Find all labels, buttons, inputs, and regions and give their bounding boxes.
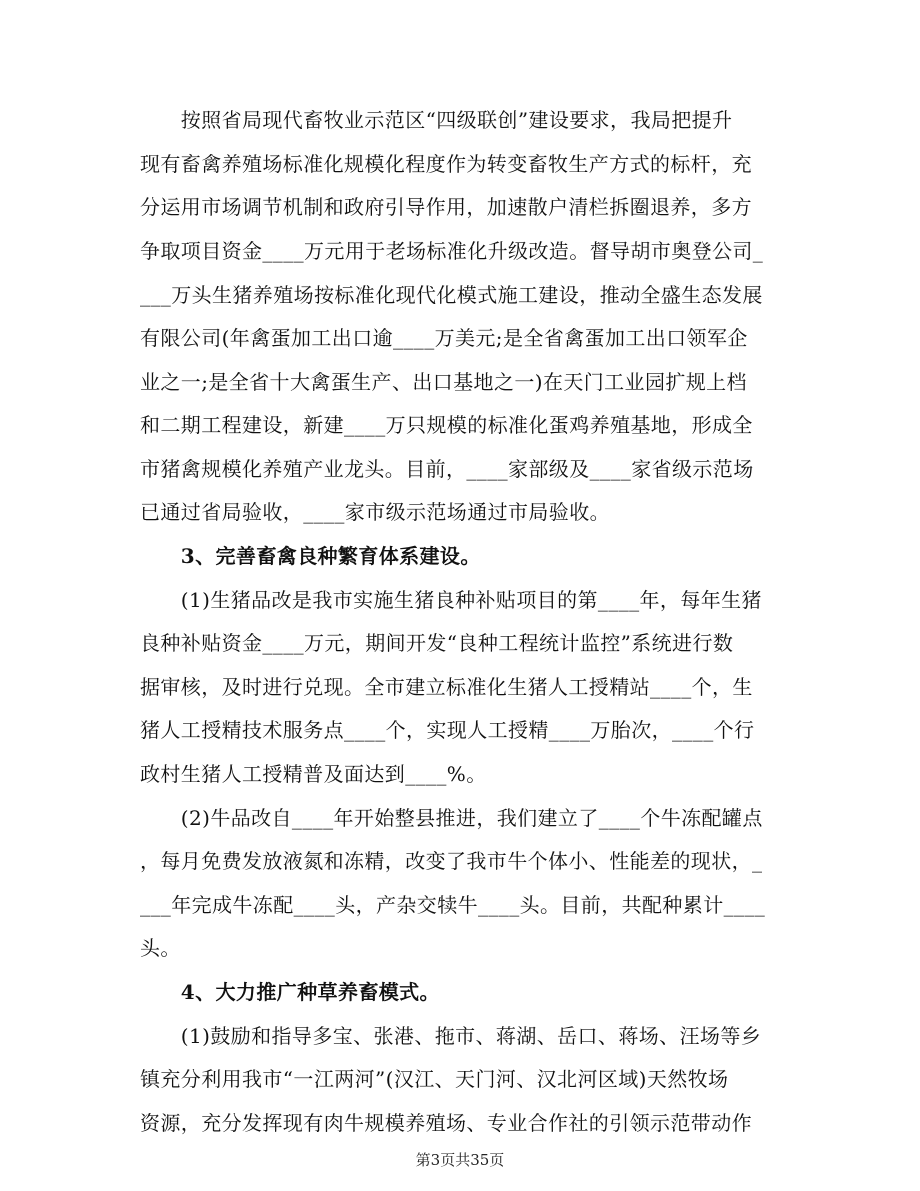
text-line: 资源，充分发挥现有肉牛规模养殖场、专业合作社的引领示范带动作 xyxy=(140,1111,752,1135)
text-line: 业之一;是全省十大禽蛋生产、出口基地之一)在天门工业园扩规上档 xyxy=(140,370,747,394)
text-line: ___年完成牛冻配____头，产杂交犊牛____头。目前，共配种累计____ xyxy=(140,893,766,917)
text-line: 现有畜禽养殖场标准化规模化程度作为转变畜牧生产方式的标杆，充 xyxy=(140,152,752,176)
text-line: (2)牛品改自____年开始整县推进，我们建立了____个牛冻配罐点 xyxy=(140,806,763,830)
text-line: 政村生猪人工授精普及面达到____%。 xyxy=(140,762,487,786)
text-line: 头。 xyxy=(140,936,181,960)
text-line: 按照省局现代畜牧业示范区“四级联创”建设要求，我局把提升 xyxy=(140,108,733,132)
text-line: ___万头生猪养殖场按标准化现代化模式施工建设，推动全盛生态发展 xyxy=(140,283,763,307)
text-line: 和二期工程建设，新建____万只规模的标准化蛋鸡养殖基地，形成全 xyxy=(140,413,753,437)
text-line: ，每月免费发放液氮和冻精，改变了我市牛个体小、性能差的现状，_ xyxy=(140,849,763,873)
text-line: 良种补贴资金____万元，期间开发“良种工程统计监控”系统进行数 xyxy=(140,631,734,655)
section-heading: 4、大力推广种草养畜模式。 xyxy=(140,980,440,1004)
text-line: 已通过省局验收，____家市级示范场通过市局验收。 xyxy=(140,500,610,524)
page-number: 第3页共35页 xyxy=(415,1151,505,1169)
text-line: 猪人工授精技术服务点____个，实现人工授精____万胎次，____个行 xyxy=(140,718,755,742)
text-line: 市猪禽规模化养殖产业龙头。目前，____家部级及____家省级示范场 xyxy=(140,457,754,481)
text-line: 分运用市场调节机制和政府引导作用，加速散户清栏拆圈退养，多方 xyxy=(140,195,752,219)
section-heading: 3、完善畜禽良种繁育体系建设。 xyxy=(140,544,481,568)
text-line: 镇充分利用我市“一江两河”(汉江、天门河、汉北河区域)天然牧场 xyxy=(140,1067,729,1091)
text-line: 有限公司(年禽蛋加工出口逾____万美元;是全省禽蛋加工出口领军企 xyxy=(140,326,748,350)
text-line: (1)鼓励和指导多宝、张港、拖市、蒋湖、岳口、蒋场、汪场等乡 xyxy=(140,1024,762,1048)
text-line: (1)生猪品改是我市实施生猪良种补贴项目的第____年，每年生猪 xyxy=(140,588,762,612)
text-line: 争取项目资金____万元用于老场标准化升级改造。督导胡市奥登公司_ xyxy=(140,239,764,263)
text-line: 据审核，及时进行兑现。全市建立标准化生猪人工授精站____个，生 xyxy=(140,675,753,699)
